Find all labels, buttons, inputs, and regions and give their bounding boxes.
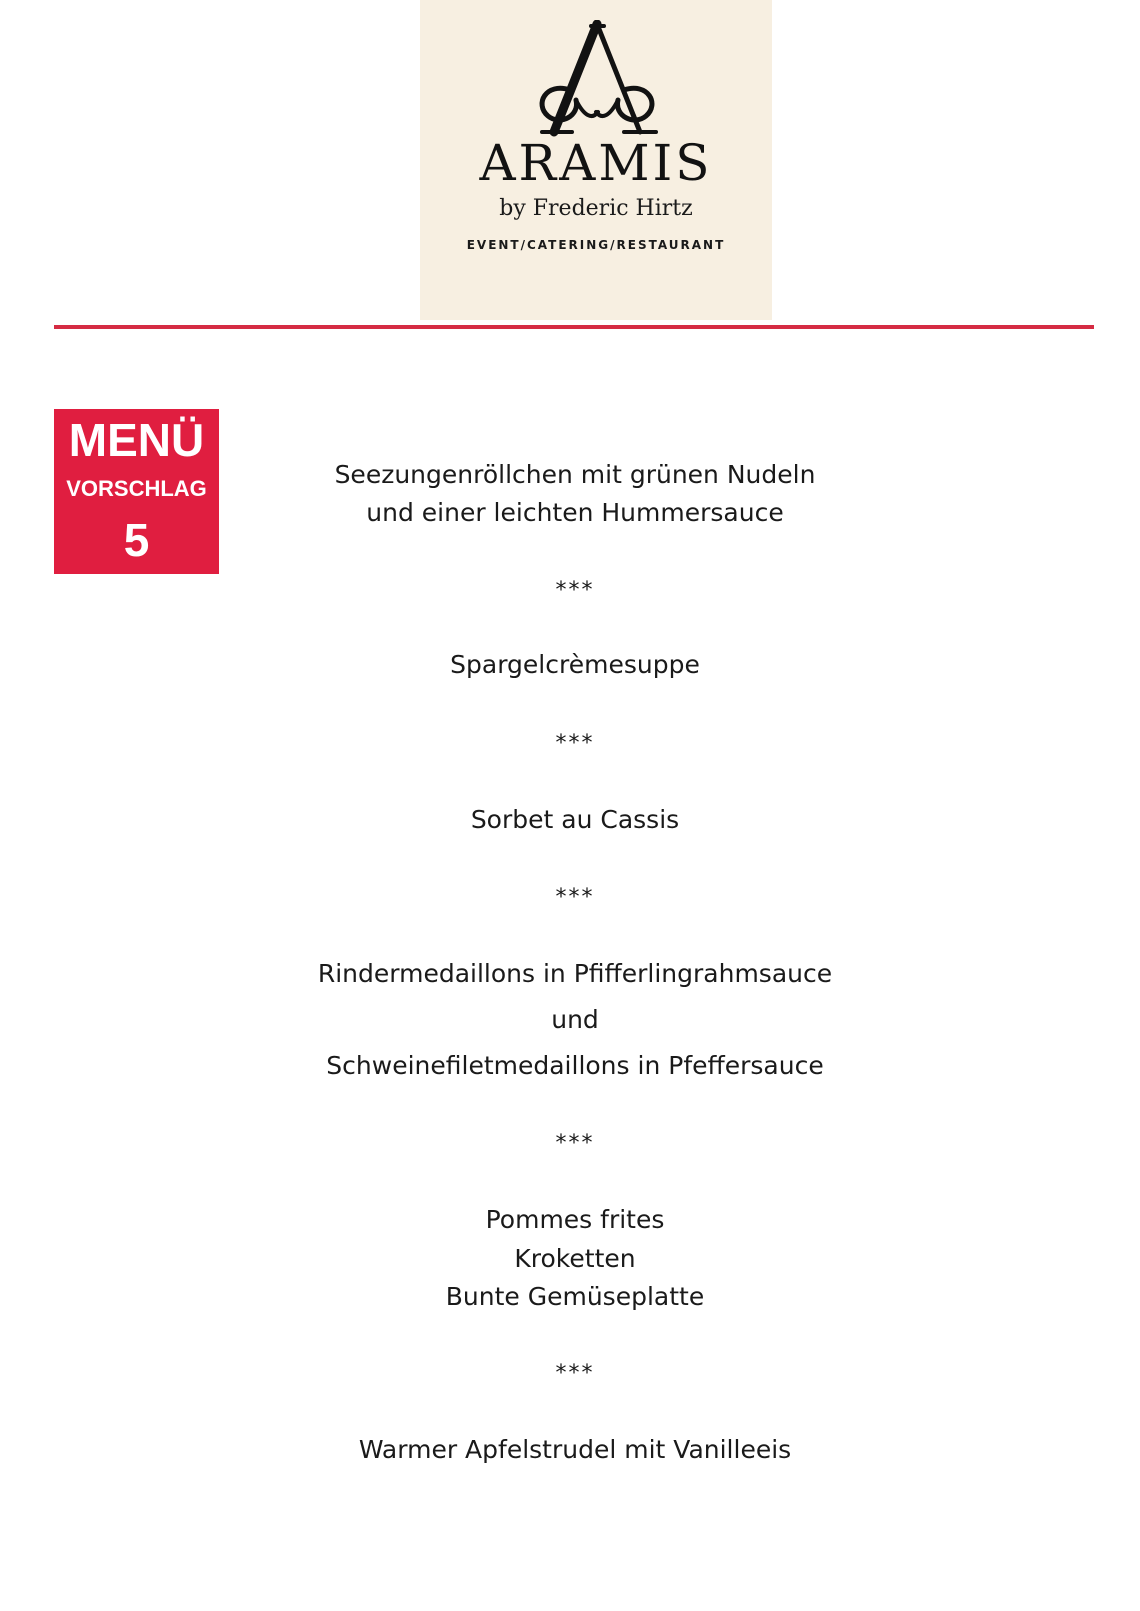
course-separator: *** <box>555 578 595 603</box>
course-separator: *** <box>555 885 595 910</box>
side-item: Bunte Gemüseplatte <box>445 1282 705 1311</box>
badge-number: 5 <box>123 514 150 566</box>
course-separator: *** <box>555 1361 595 1386</box>
aramis-monogram-icon <box>532 20 662 138</box>
badge-title: MENÜ <box>68 414 205 466</box>
course-separator: *** <box>555 731 595 756</box>
logo <box>420 0 772 320</box>
soup-course: Spargelcrèmesuppe <box>450 650 700 679</box>
brand-byline: by Frederic Hirtz <box>499 196 693 221</box>
dessert-course: Warmer Apfelstrudel mit Vanilleeis <box>358 1435 792 1464</box>
header-divider <box>54 325 1094 329</box>
main-course-line-2: Schweinefiletmedaillons in Pfeffersauce <box>326 1051 824 1080</box>
badge-subtitle: VORSCHLAG <box>66 476 207 501</box>
starter-line-1: Seezungenröllchen mit grünen Nudeln <box>334 460 816 489</box>
side-item: Pommes frites <box>485 1205 665 1234</box>
side-item: Kroketten <box>514 1244 636 1273</box>
starter-line-2: und einer leichten Hummersauce <box>366 498 784 527</box>
main-course-line-1: Rindermedaillons in Pfifferlingrahmsauce <box>317 959 833 988</box>
main-course-conjunction: und <box>551 1005 599 1034</box>
brand-name: ARAMIS <box>479 134 713 192</box>
sorbet-course: Sorbet au Cassis <box>470 805 680 834</box>
menu-badge <box>54 409 219 574</box>
course-separator: *** <box>555 1131 595 1156</box>
brand-tagline: EVENT/CATERING/RESTAURANT <box>466 238 726 252</box>
